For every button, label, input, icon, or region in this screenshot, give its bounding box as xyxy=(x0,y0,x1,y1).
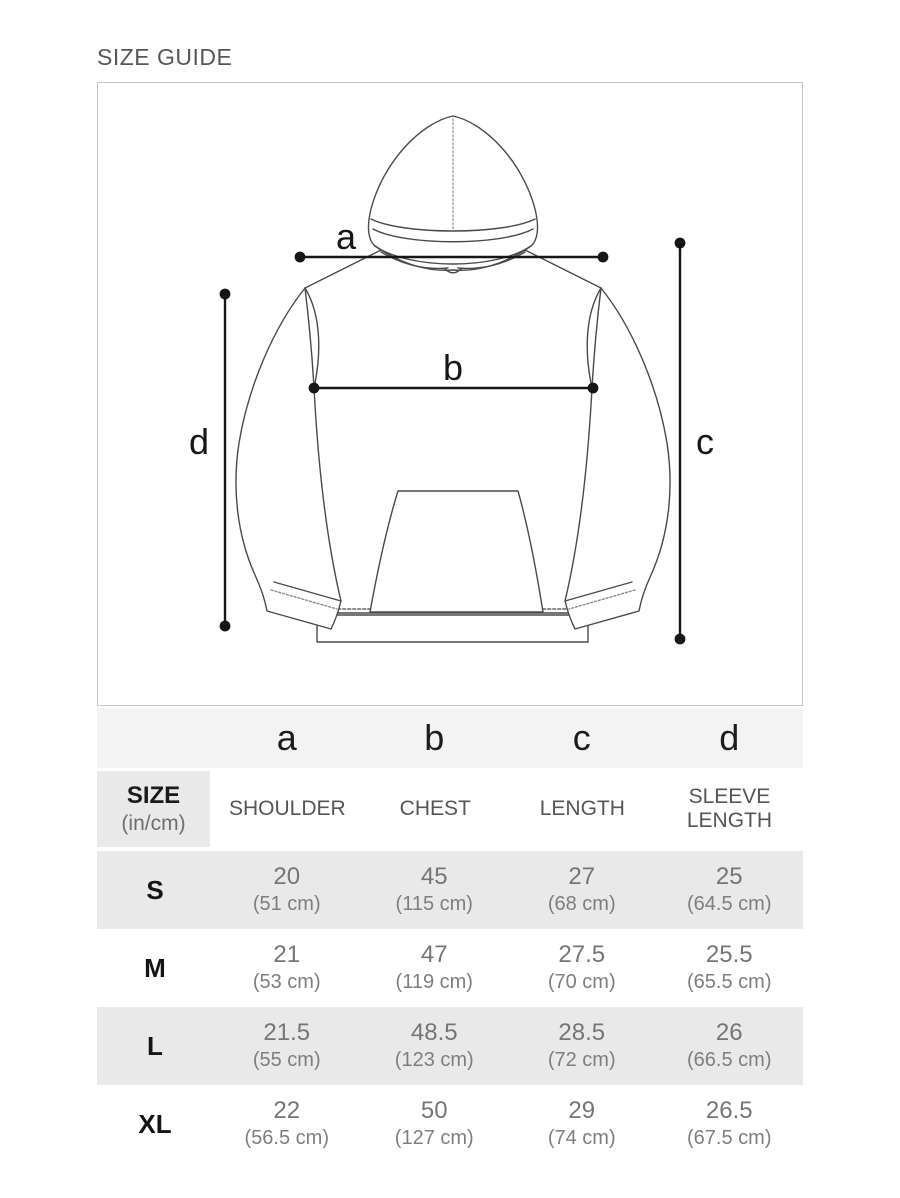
value-in: 29 xyxy=(568,1096,596,1124)
value-in: 48.5 xyxy=(410,1018,458,1046)
value-cm: (64.5 cm) xyxy=(687,893,772,916)
measurement-cell xyxy=(508,1097,656,1152)
measure-dot xyxy=(310,384,318,392)
diagram-label-b: b xyxy=(442,347,464,388)
size-label: XL xyxy=(138,1108,172,1139)
value-in: 26 xyxy=(715,1018,743,1046)
measurement-cell xyxy=(361,863,509,918)
column-header-sleeve-length: SLEEVE LENGTH xyxy=(656,771,803,847)
measure-dot xyxy=(599,253,607,261)
hoodie-sketch xyxy=(98,83,802,705)
value-cm: (55 cm) xyxy=(252,1049,321,1072)
value-cm: (70 cm) xyxy=(547,971,616,994)
value-in: 45 xyxy=(420,862,448,890)
measurement-cell xyxy=(656,863,804,918)
measurement-cell xyxy=(361,1097,509,1152)
measurement-cell xyxy=(213,863,361,918)
hoodie-measurement-diagram xyxy=(97,82,803,706)
measurement-cell xyxy=(508,941,656,996)
size-label: M xyxy=(144,952,166,983)
measure-dot xyxy=(589,384,597,392)
value-cm: (72 cm) xyxy=(547,1049,616,1072)
value-cm: (119 cm) xyxy=(395,971,473,994)
value-in: 47 xyxy=(420,940,448,968)
value-in: 21 xyxy=(273,940,301,968)
value-cm: (65.5 cm) xyxy=(687,971,772,994)
value-in: 25.5 xyxy=(705,940,753,968)
kangaroo-pocket xyxy=(370,491,543,612)
measure-dot xyxy=(676,635,684,643)
measurement-cell xyxy=(656,1097,804,1152)
size-label: L xyxy=(147,1030,163,1061)
measure-dot xyxy=(296,253,304,261)
measurement-cell xyxy=(508,863,656,918)
waistband xyxy=(317,615,588,642)
value-cm: (56.5 cm) xyxy=(244,1127,329,1150)
value-in: 27 xyxy=(568,862,596,890)
measurement-cell xyxy=(508,1019,656,1074)
measure-dot xyxy=(221,290,229,298)
column-header-chest: CHEST xyxy=(362,771,509,847)
value-cm: (74 cm) xyxy=(547,1127,616,1150)
measurement-cell xyxy=(213,941,361,996)
diagram-label-a: a xyxy=(335,216,357,257)
measurement-cell xyxy=(361,941,509,996)
letter-header-b: b xyxy=(424,717,445,758)
size-table xyxy=(97,708,803,1163)
value-in: 20 xyxy=(273,862,301,890)
letter-header-d: d xyxy=(719,717,740,758)
value-in: 21.5 xyxy=(263,1018,311,1046)
table-row-xl xyxy=(97,1085,803,1163)
value-in: 26.5 xyxy=(705,1096,753,1124)
value-cm: (127 cm) xyxy=(394,1127,474,1150)
value-in: 27.5 xyxy=(558,940,606,968)
measurement-cell xyxy=(656,1019,804,1074)
measurement-cell xyxy=(361,1019,509,1074)
value-cm: (66.5 cm) xyxy=(687,1049,772,1072)
value-cm: (68 cm) xyxy=(547,893,616,916)
column-header-shoulder: SHOULDER xyxy=(213,771,362,847)
table-row-m xyxy=(97,929,803,1007)
letter-header-row xyxy=(97,708,803,768)
size-label: S xyxy=(146,874,164,905)
value-cm: (53 cm) xyxy=(252,971,321,994)
value-in: 22 xyxy=(273,1096,301,1124)
measurement-cell xyxy=(213,1019,361,1074)
value-cm: (123 cm) xyxy=(394,1049,474,1072)
value-cm: (51 cm) xyxy=(252,893,321,916)
measure-dot xyxy=(221,622,229,630)
letter-header-a: a xyxy=(276,717,297,758)
value-cm: (67.5 cm) xyxy=(687,1127,772,1150)
column-header-row xyxy=(97,771,803,847)
measurement-cell xyxy=(213,1097,361,1152)
value-in: 28.5 xyxy=(558,1018,606,1046)
diagram-label-c: c xyxy=(696,421,714,462)
page-title: SIZE GUIDE xyxy=(97,44,233,70)
diagram-label-d: d xyxy=(188,421,210,462)
letter-header-c: c xyxy=(572,717,591,758)
size-unit-header xyxy=(97,771,210,847)
table-row-l xyxy=(97,1007,803,1085)
measure-dot xyxy=(676,239,684,247)
value-in: 50 xyxy=(420,1096,448,1124)
value-in: 25 xyxy=(715,862,743,890)
column-header-length: LENGTH xyxy=(509,771,656,847)
table-row-s xyxy=(97,851,803,929)
size-header-label: SIZE xyxy=(126,782,181,809)
value-cm: (115 cm) xyxy=(395,893,473,916)
size-unit-label: (in/cm) xyxy=(121,811,186,835)
measurement-cell xyxy=(656,941,804,996)
